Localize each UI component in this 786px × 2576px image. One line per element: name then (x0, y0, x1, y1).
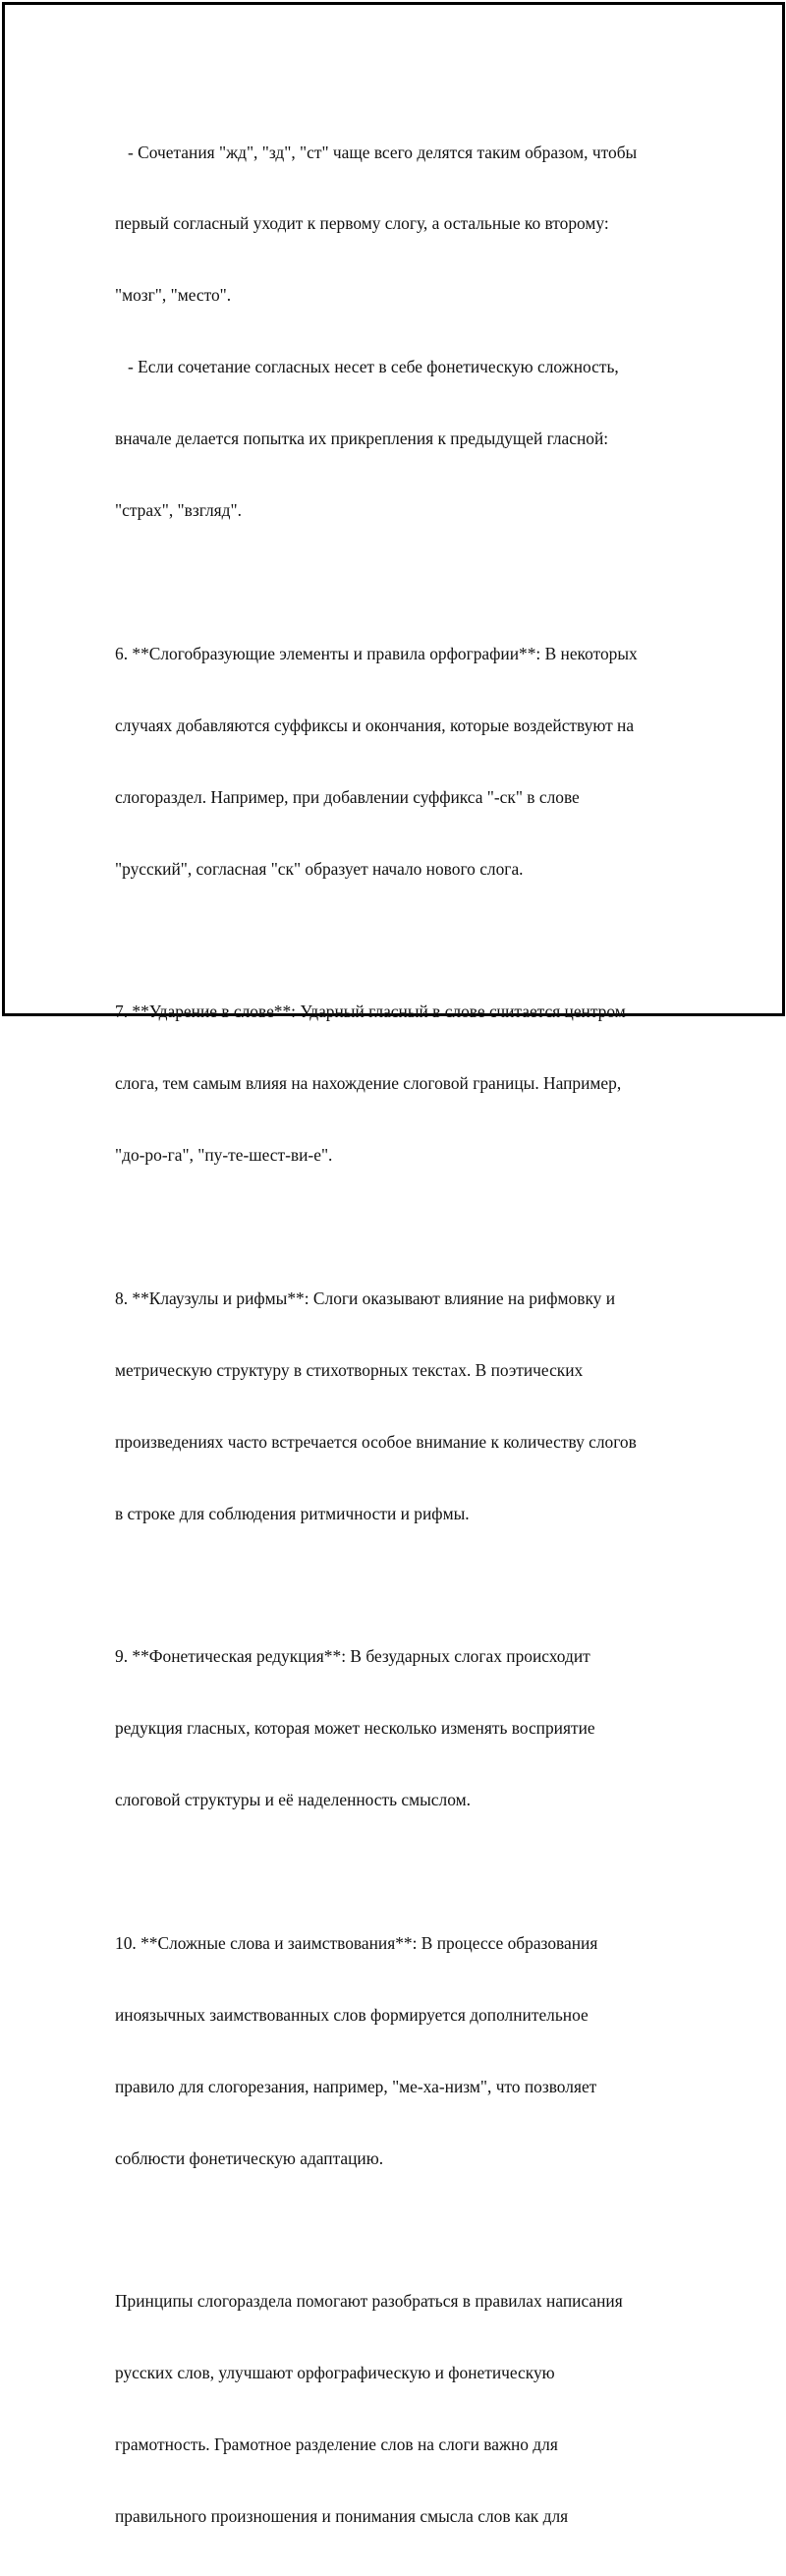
paragraph-item-10 (115, 1883, 704, 2217)
text-line: в строке для соблюдения ритмичности и рифмы. (115, 1503, 470, 1523)
text-line: 10. **Сложные слова и заимствования**: В процессе образования (115, 1932, 598, 1953)
paragraph-gap (115, 1860, 704, 1883)
text-line: "страх", "взгляд". (115, 500, 242, 521)
text-line: вначале делается попытка их прикрепления к предыдущей гласной: (115, 429, 609, 449)
text-line: слоговой структуры и её наделенность смыслом. (115, 1790, 471, 1810)
text-line: русских слов, улучшают орфографическую и фонетическую (115, 2363, 555, 2383)
text-line: Принципы слогораздела помогают разобраться в правилах написания (115, 2291, 623, 2312)
text-line: случаях добавляются суффиксы и окончания, которые воздействуют на (115, 715, 635, 735)
text-line: метрическую структуру в стихотворных текстах. В поэтических (115, 1359, 584, 1380)
paragraph-item-8 (115, 1238, 704, 1573)
text-line: произведениях часто встречается особое внимание к количеству слогов (115, 1431, 637, 1452)
text-line: правило для слогорезания, например, "ме-ха-низм", что позволяет (115, 2076, 597, 2096)
paragraph-gap (115, 1215, 704, 1238)
paragraph-gap (115, 2217, 704, 2241)
paragraph-gap (115, 1573, 704, 1596)
text-line: иноязычных заимствованных слов формируется дополнительное (115, 2004, 589, 2025)
text-line: слога, тем самым влияя на нахождение слоговой границы. Например, (115, 1073, 622, 1094)
text-line: редукция гласных, которая может несколько изменять восприятие (115, 1718, 595, 1739)
paragraph-gap (115, 928, 704, 951)
paragraph-item-7 (115, 952, 704, 1215)
paragraph-item-9 (115, 1597, 704, 1860)
text-line: "мозг", "место". (115, 285, 232, 306)
text-line: - Если сочетание согласных несет в себе фонетическую сложность, (115, 357, 619, 377)
text-line: первый согласный уходит к первому слогу, а остальные ко второму: (115, 213, 609, 234)
text-line: 6. **Слогобразующие элементы и правила орфографии**: В некоторых (115, 643, 638, 663)
text-line: 8. **Клаузулы и рифмы**: Слоги оказывают влияние на рифмовку и (115, 1288, 615, 1308)
text-line: правильного произношения и понимания смысла слов как для (115, 2505, 569, 2526)
document-body (115, 92, 704, 2576)
text-line: соблюсти фонетическую адаптацию. (115, 2147, 384, 2168)
text-line: - Сочетания "жд", "зд", "ст" чаще всего делятся таким образом, чтобы (115, 142, 638, 162)
text-line: 7. **Ударение в слове**: Ударный гласный в слове считается центром (115, 1002, 626, 1022)
paragraph-consonant-clusters (115, 92, 704, 570)
text-line: грамотность. Грамотное разделение слов на слоги важно для (115, 2434, 558, 2455)
text-line: 9. **Фонетическая редукция**: В безударных слогах происходит (115, 1646, 590, 1667)
paragraph-item-6 (115, 594, 704, 928)
text-line: "до-ро-га", "пу-те-шест-ви-е". (115, 1145, 333, 1166)
paragraph-gap (115, 570, 704, 594)
paragraph-conclusion (115, 2242, 704, 2576)
text-line: слогораздел. Например, при добавлении суффикса "-ск" в слове (115, 786, 580, 807)
text-line: "русский", согласная "ск" образует начало нового слога. (115, 858, 524, 879)
